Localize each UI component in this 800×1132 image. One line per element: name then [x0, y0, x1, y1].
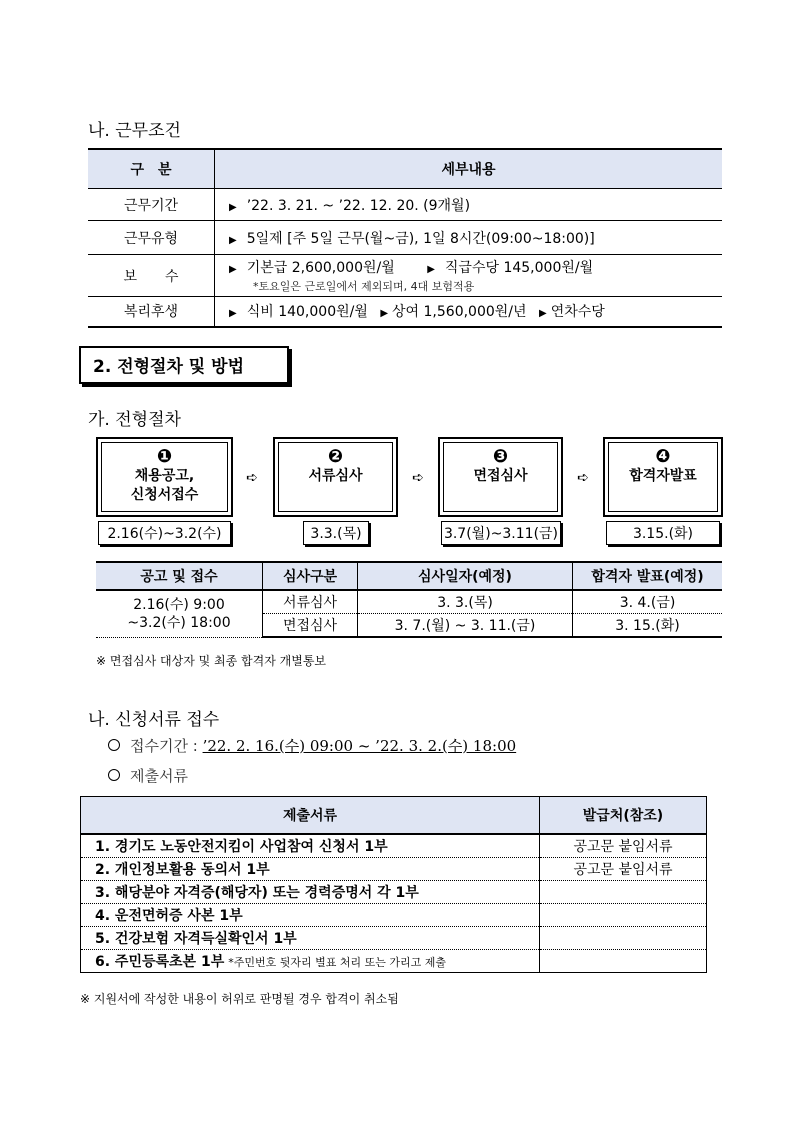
row-value — [215, 255, 723, 297]
work-conditions-heading: 나. 근무조건 — [88, 121, 181, 141]
process-heading: 가. 전형절차 — [88, 410, 181, 430]
step-date: 3.3.(목) — [303, 521, 369, 545]
schedule-header: 합격자 발표(예정) — [573, 562, 723, 590]
table-row — [81, 881, 707, 904]
step-label: 합격자발표 — [629, 468, 697, 484]
step-date: 2.16(수)~3.2(수) — [98, 521, 231, 545]
document-name-text: 6. 주민등록초본 1부 — [95, 954, 225, 970]
triangle-bullet-icon: ▶ — [427, 264, 435, 275]
pay-note: *토요일은 근로일에서 제외되며, 4대 보험적용 — [253, 280, 475, 293]
process-step-3 — [438, 437, 563, 517]
row-key: 근무기간 — [88, 189, 215, 221]
arrow-right-icon: ➪ — [246, 470, 258, 486]
step-number-icon: ❹ — [655, 446, 671, 467]
step-number-icon: ❶ — [156, 446, 173, 467]
application-period — [108, 735, 516, 756]
header-value: 세부내용 — [215, 149, 723, 189]
circle-bullet-icon — [108, 769, 120, 781]
row-key: 보 수 — [88, 255, 215, 297]
document-name: 4. 운전면허증 사본 1부 — [81, 904, 540, 927]
review-type: 면접심사 — [263, 614, 358, 638]
triangle-bullet-icon: ▶ — [229, 308, 237, 320]
period-value: ’22. 2. 16.(수) 09:00 ~ ’22. 3. 2.(수) 18:00 — [202, 737, 517, 755]
review-date: 3. 3.(목) — [358, 590, 573, 614]
table-header-row — [96, 562, 722, 590]
documents-header: 제출서류 — [81, 797, 540, 835]
arrow-right-icon: ➪ — [412, 470, 424, 486]
row-value-text: 식비 140,000원/월 — [246, 304, 368, 321]
document-name — [81, 950, 540, 973]
section2-title-box: 2. 전형절차 및 방법 — [79, 346, 289, 384]
triangle-bullet-icon: ▶ — [229, 264, 237, 275]
row-value — [215, 297, 723, 327]
work-conditions-table — [88, 148, 722, 328]
table-row — [81, 950, 707, 973]
document-name: 1. 경기도 노동안전지킴이 사업참여 신청서 1부 — [81, 834, 540, 858]
schedule-note: ※ 면접심사 대상자 및 최종 합격자 개별통보 — [96, 654, 327, 668]
document-source — [540, 904, 707, 927]
schedule-header: 심사일자(예정) — [358, 562, 573, 590]
row-value — [215, 221, 723, 255]
documents-footnote: ※ 지원서에 작성한 내용이 허위로 판명될 경우 합격이 취소됨 — [80, 992, 399, 1006]
schedule-header: 공고 및 접수 — [96, 562, 263, 590]
row-value-text: 연차수당 — [550, 304, 605, 321]
schedule-table — [96, 561, 722, 638]
table-row — [81, 834, 707, 858]
row-value-text: 상여 1,560,000원/년 — [392, 304, 527, 321]
documents-table — [80, 796, 707, 973]
row-key: 근무유형 — [88, 221, 215, 255]
step-inner-border — [278, 442, 393, 512]
table-row — [81, 858, 707, 881]
announce-line: 2.16(수) 9:00 — [133, 596, 225, 613]
step-date: 3.15.(화) — [606, 521, 720, 545]
result-date: 3. 4.(금) — [573, 590, 723, 614]
step-inner-border — [101, 442, 228, 512]
document-note: *주민번호 뒷자리 별표 처리 또는 가리고 제출 — [228, 956, 446, 969]
process-step-2 — [273, 437, 398, 517]
document-name: 3. 해당분야 자격증(해당자) 또는 경력증명서 각 1부 — [81, 881, 540, 904]
table-row — [88, 189, 722, 221]
step-number-icon: ❷ — [327, 446, 344, 467]
review-date: 3. 7.(월) ~ 3. 11.(금) — [358, 614, 573, 638]
header-key: 구 분 — [88, 149, 215, 189]
document-source — [540, 927, 707, 950]
row-value-text: 5일제 [주 5일 근무(월~금), 1일 8시간(09:00~18:00)] — [246, 230, 595, 247]
step-inner-border — [608, 442, 718, 512]
document-name: 2. 개인정보활용 동의서 1부 — [81, 858, 540, 881]
review-type: 서류심사 — [263, 590, 358, 614]
circle-bullet-icon — [108, 739, 120, 751]
arrow-right-icon: ➪ — [577, 470, 589, 486]
table-header-row — [81, 797, 707, 835]
announce-line: ~3.2(수) 18:00 — [127, 614, 231, 631]
step-label: 면접심사 — [473, 468, 528, 484]
submit-label-text: 제출서류 — [130, 767, 188, 785]
process-step-1 — [96, 437, 233, 517]
process-step-4 — [603, 437, 723, 517]
row-value-text: 직급수당 145,000원/월 — [444, 260, 594, 276]
schedule-header: 심사구분 — [263, 562, 358, 590]
table-row — [81, 904, 707, 927]
document-source — [540, 950, 707, 973]
table-row — [81, 927, 707, 950]
step-date: 3.7(월)~3.11(금) — [441, 521, 561, 545]
result-date: 3. 15.(화) — [573, 614, 723, 638]
step-label: 서류심사 — [308, 468, 363, 484]
document-source — [540, 881, 707, 904]
row-value-text: 기본급 2,600,000원/월 — [246, 260, 395, 276]
period-label: 접수기간 : — [130, 737, 203, 755]
triangle-bullet-icon: ▶ — [229, 201, 237, 213]
submit-docs-label — [108, 765, 188, 786]
triangle-bullet-icon: ▶ — [539, 308, 547, 320]
table-row — [96, 590, 722, 614]
document-source: 공고문 붙임서류 — [540, 834, 707, 858]
table-row — [88, 221, 722, 255]
step-label: 채용공고, — [134, 468, 195, 484]
document-name: 5. 건강보험 자격득실확인서 1부 — [81, 927, 540, 950]
row-value — [215, 189, 723, 221]
row-key: 복리후생 — [88, 297, 215, 327]
announce-period — [96, 590, 263, 637]
triangle-bullet-icon: ▶ — [229, 234, 237, 246]
table-row — [88, 297, 722, 327]
table-row — [88, 255, 722, 297]
documents-heading: 나. 신청서류 접수 — [88, 710, 220, 730]
step-inner-border — [443, 442, 558, 512]
step-number-icon: ❸ — [492, 446, 509, 467]
documents-header: 발급처(참조) — [540, 797, 707, 835]
triangle-bullet-icon: ▶ — [380, 308, 389, 320]
row-value-text: ’22. 3. 21. ~ ’22. 12. 20. (9개월) — [246, 197, 471, 214]
table-header-row — [88, 149, 722, 189]
document-source: 공고문 붙임서류 — [540, 858, 707, 881]
step-label: 신청서접수 — [130, 487, 199, 503]
